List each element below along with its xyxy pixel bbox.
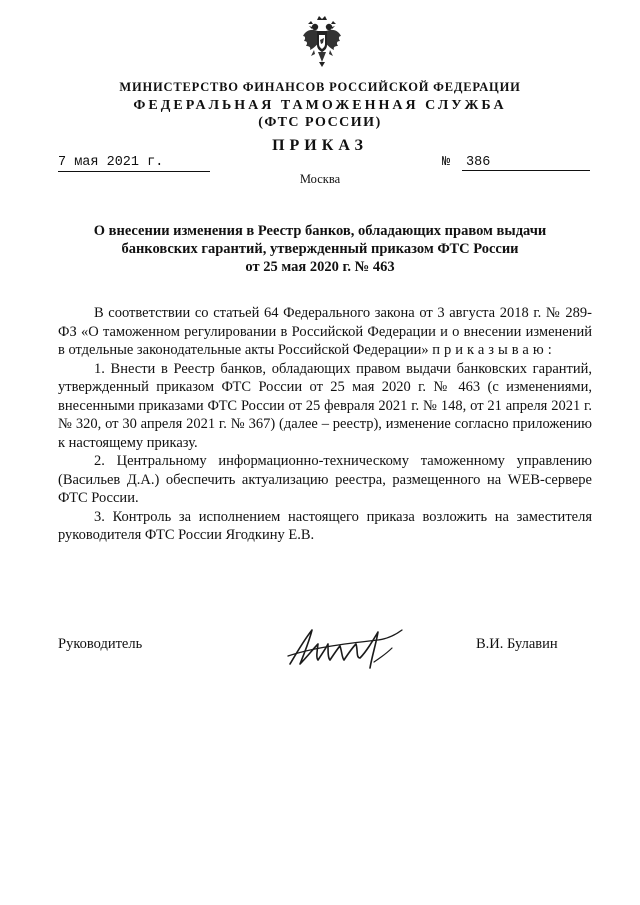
order-item-3: 3. Контроль за исполнением настоящего приказа возложить на заместителя руководителя ФТС России Ягодкину Е.В. <box>58 508 592 543</box>
order-item-1: 1. Внести в Реестр банков, обладающих правом выдачи банковских гарантий, утвержденный приказом ФТС России от 25 мая 2020 г. № 463 (с изменениями, внесенными приказами ФТС России от 25 февраля 2021 г. № 148, от 21 апреля 2021 г. № 320, от 30 апреля 2021 г. № 367) (далее – реестр), изменение согласно приложению к настоящему приказу. <box>58 360 592 451</box>
document-type: ПРИКАЗ <box>272 137 368 154</box>
title-line: О внесении изменения в Реестр банков, обладающих правом выдачи <box>93 223 547 239</box>
signer-name: В.И. Булавин <box>476 636 558 652</box>
document-city: Москва <box>299 172 341 186</box>
title-line: банковских гарантий, утвержденный приказом ФТС России <box>121 241 519 257</box>
document-number: 386 <box>462 155 590 171</box>
preamble-text: В соответствии со статьей 64 Федерального закона от 3 августа 2018 г. № 289-ФЗ «О таможенном регулировании в Российской Федерации и о внесении изменений в отдельные законодательные акты Российской Федерации» <box>58 305 592 358</box>
document-title <box>80 222 560 276</box>
document-body <box>58 304 592 545</box>
order-word: приказываю: <box>432 342 556 358</box>
russian-coat-of-arms-icon <box>300 14 344 70</box>
handwritten-signature <box>282 618 412 674</box>
service-name: ФЕДЕРАЛЬНАЯ ТАМОЖЕННАЯ СЛУЖБА <box>133 98 507 113</box>
service-abbreviation: (ФТС РОССИИ) <box>258 115 382 130</box>
number-sign: № <box>442 155 451 170</box>
title-line: от 25 мая 2020 г. № 463 <box>245 259 395 275</box>
document-date: 7 мая 2021 г. <box>58 155 210 172</box>
preamble-paragraph <box>58 304 592 360</box>
order-item-2: 2. Центральному информационно-техническому таможенному управлению (Васильев Д.А.) обеспечить актуализацию реестра, размещенного на WEB-сервере ФТС России. <box>58 453 592 506</box>
signer-title: Руководитель <box>58 636 143 652</box>
ministry-name: МИНИСТЕРСТВО ФИНАНСОВ РОССИЙСКОЙ ФЕДЕРАЦИИ <box>119 80 521 94</box>
